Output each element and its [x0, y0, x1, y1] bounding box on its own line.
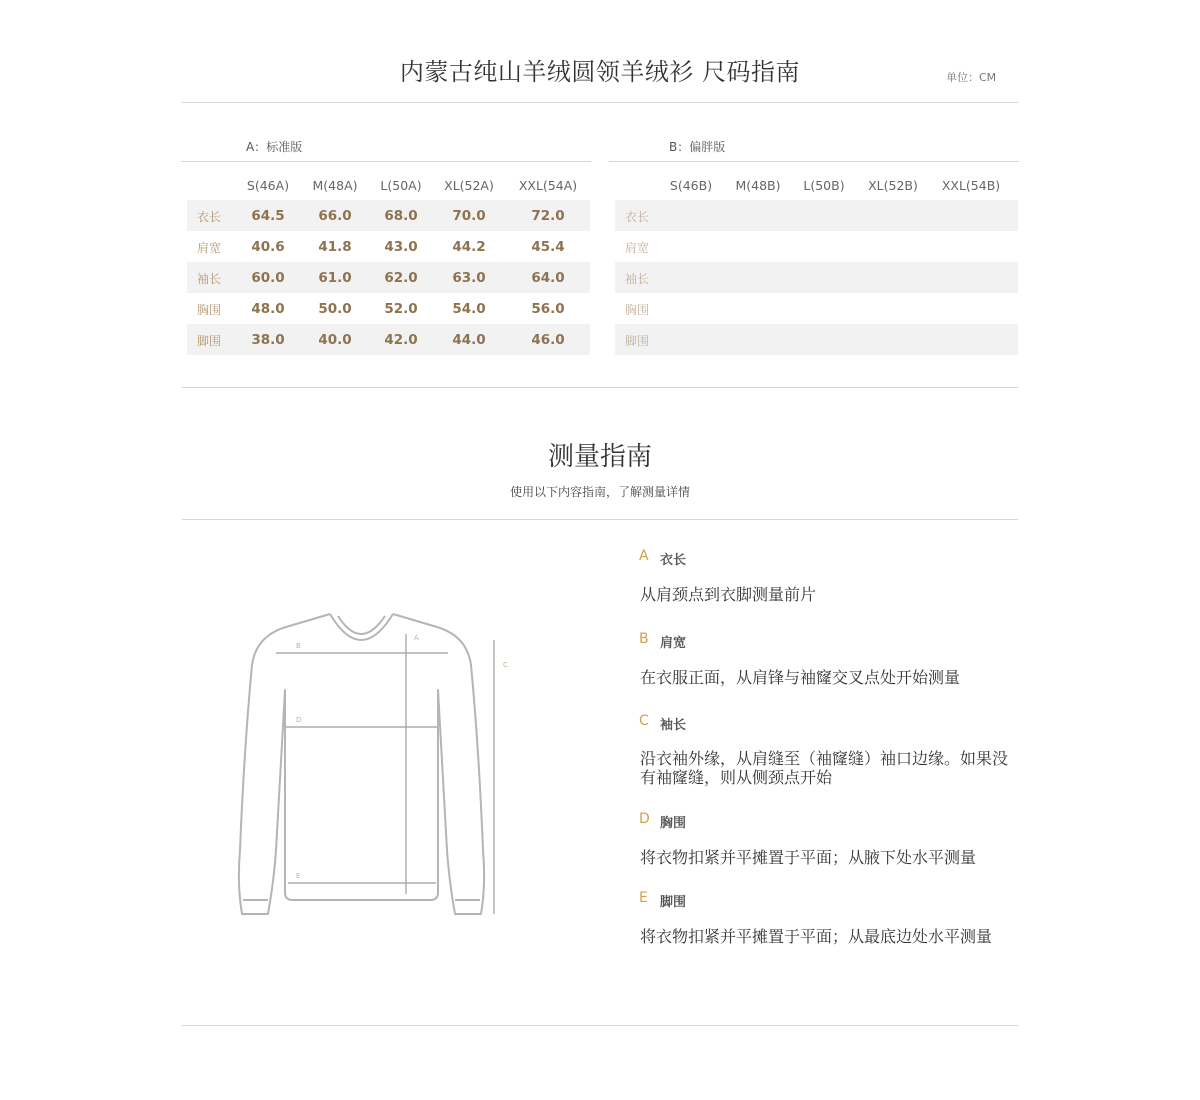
- size-header: M(48A): [312, 178, 358, 193]
- size-header-row: [609, 178, 1019, 198]
- table-divider: [181, 161, 591, 162]
- unit-label: 单位：CM: [946, 71, 997, 84]
- guide-divider: [182, 519, 1018, 520]
- size-value: 63.0: [452, 270, 486, 286]
- row-label: 衣长: [197, 210, 222, 224]
- table-row: [187, 231, 590, 262]
- guide-item-name: 脚围: [660, 895, 687, 910]
- size-value: 50.0: [318, 301, 352, 317]
- table-row: [187, 324, 590, 355]
- size-value: 52.0: [384, 301, 418, 317]
- row-label: 肩宽: [197, 241, 222, 255]
- size-value: 62.0: [384, 270, 418, 286]
- guide-item-desc: 沿衣袖外缘，从肩缝至（袖窿缝）袖口边缘。如果没有袖窿缝，则从侧颈点开始: [640, 749, 1009, 787]
- size-value: 68.0: [384, 208, 418, 224]
- size-header: L(50A): [380, 178, 422, 193]
- row-label: 胸围: [625, 303, 650, 317]
- size-header: S(46B): [669, 178, 713, 193]
- size-value: 41.8: [318, 239, 352, 255]
- guide-item-name: 袖长: [660, 718, 687, 733]
- size-value: 42.0: [384, 332, 418, 348]
- table-divider: [609, 161, 1019, 162]
- guide-item-desc: 将衣物扣紧并平摊置于平面；从最底边处水平测量: [640, 927, 993, 946]
- row-label: 袖长: [197, 272, 222, 286]
- size-header: XL(52A): [444, 178, 494, 193]
- size-value: 64.0: [531, 270, 565, 286]
- size-value: 66.0: [318, 208, 352, 224]
- size-value: 72.0: [531, 208, 565, 224]
- table-row: [615, 262, 1018, 293]
- size-value: 44.0: [452, 332, 486, 348]
- section-divider: [182, 387, 1018, 388]
- row-label: 衣长: [625, 210, 650, 224]
- guide-letter: B: [639, 631, 649, 647]
- guide-item-name: 肩宽: [660, 636, 687, 651]
- table-row: [615, 293, 1018, 324]
- table-name: A：标准版: [246, 140, 303, 154]
- row-label: 袖长: [625, 272, 650, 286]
- size-value: 45.4: [531, 239, 565, 255]
- size-value: 48.0: [251, 301, 285, 317]
- guide-item-desc: 将衣物扣紧并平摊置于平面；从腋下处水平测量: [640, 848, 977, 867]
- guide-letter: D: [639, 811, 650, 827]
- size-header: XL(52B): [868, 178, 918, 193]
- size-value: 40.6: [251, 239, 285, 255]
- row-label: 脚围: [197, 334, 222, 348]
- row-label: 脚围: [625, 334, 650, 348]
- table-row: [187, 293, 590, 324]
- guide-item-name: 胸围: [660, 816, 687, 831]
- guide-letter: E: [639, 890, 648, 906]
- table-row: [615, 324, 1018, 355]
- guide-subtitle: 使用以下内容指南，了解测量详情: [509, 485, 690, 499]
- size-value: 38.0: [251, 332, 285, 348]
- diagram-marker-c: C: [503, 661, 508, 669]
- size-header: XXL(54A): [518, 178, 578, 193]
- size-value: 60.0: [251, 270, 285, 286]
- guide-letter: C: [639, 713, 649, 729]
- size-header: L(50B): [803, 178, 845, 193]
- diagram-marker-a: A: [414, 634, 419, 642]
- guide-item-desc: 在衣服正面，从肩锋与袖窿交叉点处开始测量: [640, 668, 961, 687]
- size-header-row: [181, 178, 591, 198]
- size-value: 40.0: [318, 332, 352, 348]
- size-value: 43.0: [384, 239, 418, 255]
- size-value: 54.0: [452, 301, 486, 317]
- page-title: 内蒙古纯山羊绒圆领羊绒衫 尺码指南: [399, 58, 801, 86]
- table-row: [187, 200, 590, 231]
- table-row: [615, 200, 1018, 231]
- size-value: 61.0: [318, 270, 352, 286]
- neckline-inner: [338, 616, 385, 634]
- size-header: XXL(54B): [941, 178, 1001, 193]
- sweater-measurement-diagram: [230, 600, 520, 930]
- diagram-marker-d: D: [296, 716, 302, 724]
- guide-letter: A: [639, 548, 649, 564]
- guide-item-desc: 从肩颈点到衣脚测量前片: [640, 585, 817, 604]
- guide-item-name: 衣长: [660, 553, 687, 568]
- size-header: S(46A): [246, 178, 290, 193]
- row-label: 肩宽: [625, 241, 650, 255]
- size-value: 64.5: [251, 208, 285, 224]
- size-header: M(48B): [735, 178, 781, 193]
- size-value: 70.0: [452, 208, 486, 224]
- guide-title: 测量指南: [547, 442, 652, 472]
- size-value: 46.0: [531, 332, 565, 348]
- table-name: B：偏胖版: [669, 140, 726, 154]
- size-value: 44.2: [452, 239, 486, 255]
- diagram-marker-e: E: [296, 872, 301, 880]
- header-divider: [182, 102, 1018, 103]
- table-row: [187, 262, 590, 293]
- row-label: 胸围: [197, 303, 222, 317]
- size-value: 56.0: [531, 301, 565, 317]
- sweater-outline: [239, 614, 484, 914]
- table-row: [615, 231, 1018, 262]
- footer-divider: [182, 1025, 1018, 1026]
- diagram-marker-b: B: [296, 642, 301, 650]
